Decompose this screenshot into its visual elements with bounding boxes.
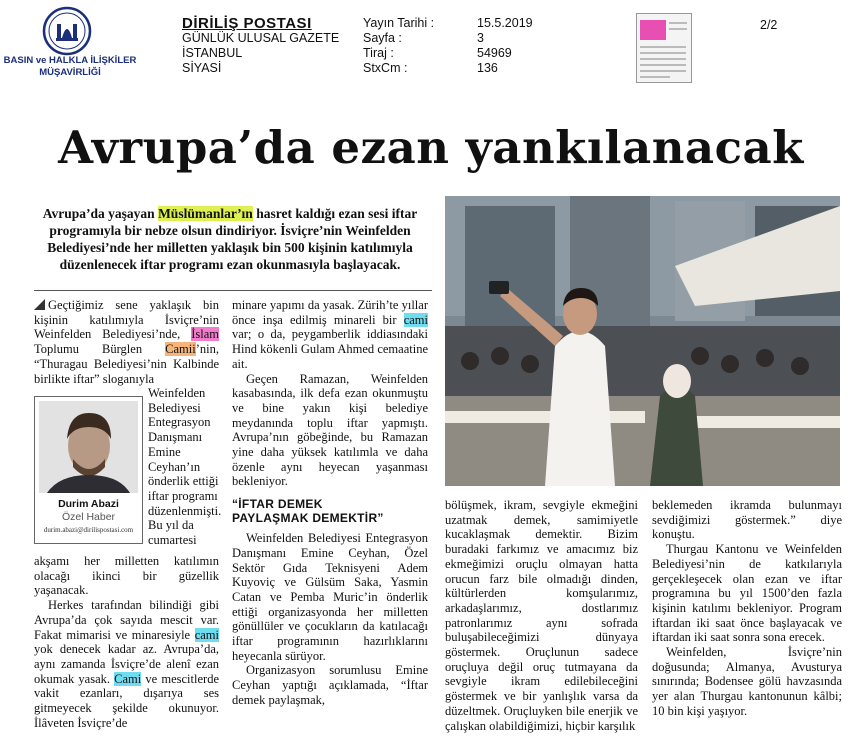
article-headline: Avrupa’da ezan yankılanacak	[58, 121, 804, 174]
org-logo-icon	[42, 6, 92, 56]
article-lead: Avrupa’da yaşayan Müslümanlar’ın hasret kaldığı ezan sesi iftar programıyla bir nebze olsun dindiriyor. İsviçre’nin Weinfelden Belediyesi’nde her milletten yaklaşık bin 500 kişinin katılımıyla düzenlenecek iftar programı ezan okunmasıyla başlayacak.	[42, 206, 418, 272]
column-4: beklemeden ikramda bulunmayı sevdiğimizi göstermek.” diye konuştu. Thurgau Kantonu ve Weinfelden Belediyesi’nin de katkılarıyla gerçekleşecek olan ezan ve iftar programına bu yıl 1500’den fazla kişinin katılımı bekleniyor. Program iftardan iki saat önce başlayacak ve iftardan iki saat sonra sona erecek. Weinfelden, İsviçre’nin doğusunda; Almanya, Avusturya sınırında; Bodensee gölü havzasında yer alan Thurgau kantonunun kâlbi; 10 bin kişi yaşıyor.	[652, 498, 842, 718]
meta-values	[477, 16, 533, 76]
meta-label: StxCm :	[363, 61, 408, 75]
author-role: Özel Haber	[61, 511, 116, 523]
page-thumbnail[interactable]	[636, 13, 692, 83]
column-1-lower: akşamı her milletten katılımın olacağı ikinci bir güzellik yaşanacak. Herkes tarafından bilindiği gibi Avrupa’da çok sayıda mescit var. Fakat mimarisi ve minaresiyle cami yok denecek kadar az. Avrupa’da, aynı zamanda İsviçre’de alenî ezan okumak yasak. Cami ve mescitlerde vakit ezanları, dışarıya ses gitmeyecek şekilde okunuyor. İlâveten İsviçre’de	[34, 554, 219, 730]
subheading: “İFTAR DEMEK PAYLAŞMAK DEMEKTİR”	[232, 497, 384, 526]
publication-city: İSTANBUL	[182, 46, 243, 60]
article-photo	[445, 196, 840, 486]
meta-value: 54969	[477, 46, 512, 60]
meta-label: Tiraj :	[363, 46, 394, 60]
highlight-cami: Cami	[114, 671, 142, 686]
meta-labels	[363, 16, 434, 76]
meta-value: 15.5.2019	[477, 16, 533, 30]
column-1: Geçtiğimiz sene yaklaşık bin kişinin katılımıyla İsviçre’nin Weinfelden Belediyesi’nde, İslam Toplumu Bürglen Camii’nin, “Thuragau Belediyesi’nin Kalbinde birlikte iftar” sloganıyla	[34, 298, 219, 386]
author-email: durim.abazi@dirilispostasi.com	[43, 526, 134, 534]
highlight-muslims: Müslümanlar’ın	[158, 206, 253, 221]
author-photo	[39, 401, 138, 493]
org-name: BASIN ve HALKLA İLİŞKİLER MÜŞAVİRLİĞİ	[3, 55, 137, 78]
meta-value: 3	[477, 31, 484, 45]
publication-info	[182, 16, 339, 76]
highlight-cami: cami	[194, 627, 219, 642]
page-number: 2/2	[760, 18, 778, 32]
publication-section: SİYASİ	[182, 61, 222, 75]
meta-value: 136	[477, 61, 498, 75]
author-name: Durim Abazi	[58, 498, 119, 510]
highlight-cami: cami	[403, 312, 428, 327]
article-start-triangle-icon	[34, 299, 45, 310]
publication-type: GÜNLÜK ULUSAL GAZETE	[182, 31, 340, 45]
meta-label: Yayın Tarihi :	[363, 16, 435, 30]
column-2: minare yapımı da yasak. Zürih’te yıllar önce inşa edilmiş minareli bir cami var; o da, peygamberlik iddiasındaki Hind kökenli Gulam Ahmed cemaatine ait. Geçen Ramazan, Weinfelden kasabasında, ilk defa ezan okunmuştu ve bine yakın kişi belediye meydanında toplu iftar yapmıştı. Avrupa’nın göbeğinde, bu Ramazan yine daha yüksek katılımla ve daha özenle aynı heyecan yaşanması bekleniyor. “İFTAR DEMEK PAYLAŞMAK DEMEKTİR” Weinfelden Belediyesi Entegrasyon Danışmanı Emine Ceyhan, Özel Sektör Gıda Teknisyeni Adem Kuyoviç ve Gülsüm Saka, Yasmin Catan ve Pemba Muric’in önderlik ettiği organizasyonda her milletten gönüllüler ve çocukların da katılacağı iftar programının hazırlıklarını heyecanla sürüyor. Organizasyon sorumlusu Emine Ceyhan yaptığı açıklamada, “İftar demek paylaşmak,	[232, 298, 428, 707]
column-3: bölüşmek, ikram, sevgiyle ekmeğini uzatmak demek, samimiyetle kucaklaşmak demektir. Bizim buradaki farkımız ve amacımız biz ekmeğimizi oruçlu olmayan hatta orucun farz bile olmadığı dinden, kültürlerden komşularımız, arkadaşlarımız, dostlarımız patronlarımız aynı sofrada buluşabileceğimizi dünyaya göstermek. Oruçlunun sadece oruçluya değil oruç tutmayana da sevgiyle ikram edilebileceğini göstermek ve bir yanlışlık varsa da düzeltmek. Oruçluyken bile enerjik ve çalışkan olabildiğimizi, hiçbir karşılık	[445, 498, 638, 733]
meta-label: Sayfa :	[363, 31, 402, 45]
publication-name: DİRİLİŞ POSTASI	[182, 15, 312, 32]
lead-divider	[34, 290, 432, 291]
highlight-islam: İslam	[191, 327, 219, 342]
column-1-narrow: Weinfelden Belediyesi Entegrasyon Danışmanı Emine Ceyhan’ın önderlik ettiği iftar programı düzenlenmişti. Bu yıl da cumartesi	[148, 386, 222, 548]
highlight-camii: Camii	[165, 342, 196, 357]
author-box	[34, 396, 143, 544]
